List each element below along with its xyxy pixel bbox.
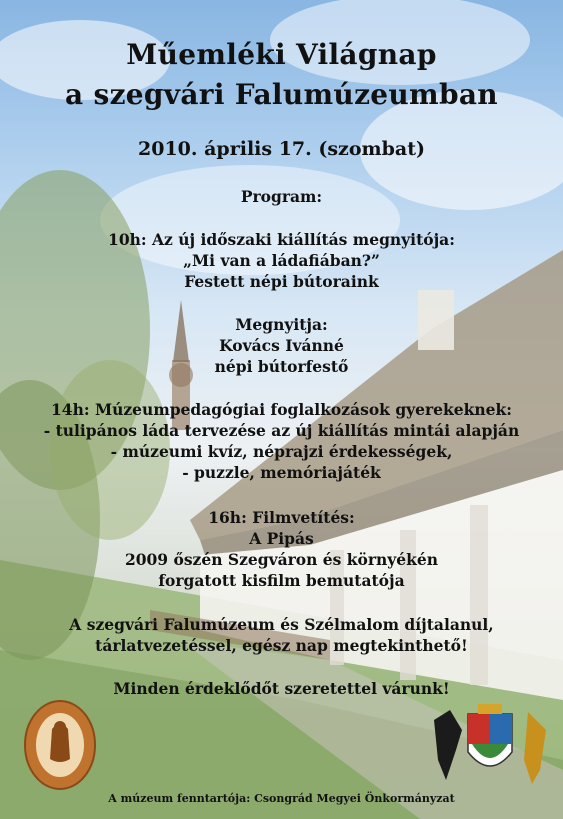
event-film: [0, 507, 563, 591]
welcome-message: Minden érdeklődőt szeretettel várunk!: [113, 679, 450, 698]
workshop-item: - múzeumi kvíz, néprajzi érdekességek,: [110, 442, 453, 461]
notice: A szegvári Falumúzeum és Szélmalom díjtalanul, tárlatvezetéssel, egész nap megtekinthető!: [69, 615, 494, 655]
opener-name: Kovács Ivánné: [219, 336, 344, 355]
workshop-item: - puzzle, memóriajáték: [182, 463, 381, 482]
film-description: forgatott kisfilm bemutatója: [158, 571, 405, 590]
event-workshops-time: 14h: Múzeumpedagógiai foglalkozások gyerekeknek:: [51, 400, 512, 419]
film-title: A Pipás: [249, 529, 314, 548]
opener-role: népi bútorfestő: [214, 357, 349, 376]
county-coat-of-arms-icon: [428, 700, 552, 788]
workshop-item: - tulipános láda tervezése az új kiállítás mintái alapján: [43, 421, 520, 440]
event-workshops: [0, 399, 563, 483]
opener-info: [0, 314, 563, 377]
event-opening-title: „Mi van a ládafiában?”: [183, 251, 380, 270]
opener-label: Megnyitja:: [235, 315, 328, 334]
event-opening-time: 10h: Az új időszaki kiállítás megnyitója:: [108, 230, 455, 249]
event-opening: [0, 229, 563, 292]
film-description: 2009 őszén Szegváron és környékén: [124, 550, 439, 569]
museum-logo-icon: [22, 699, 98, 791]
poster-subtitle: a szegvári Falumúzeumban: [65, 78, 498, 111]
program-heading: Program:: [240, 187, 323, 206]
poster-title: Műemléki Világnap: [126, 38, 437, 71]
event-opening-subtitle: Festett népi bútoraink: [184, 272, 379, 291]
event-date: 2010. április 17. (szombat): [138, 138, 425, 160]
footer-maintainer: A múzeum fenntartója: Csongrád Megyei Önkormányzat: [108, 792, 455, 805]
event-film-time: 16h: Filmvetítés:: [208, 508, 355, 527]
